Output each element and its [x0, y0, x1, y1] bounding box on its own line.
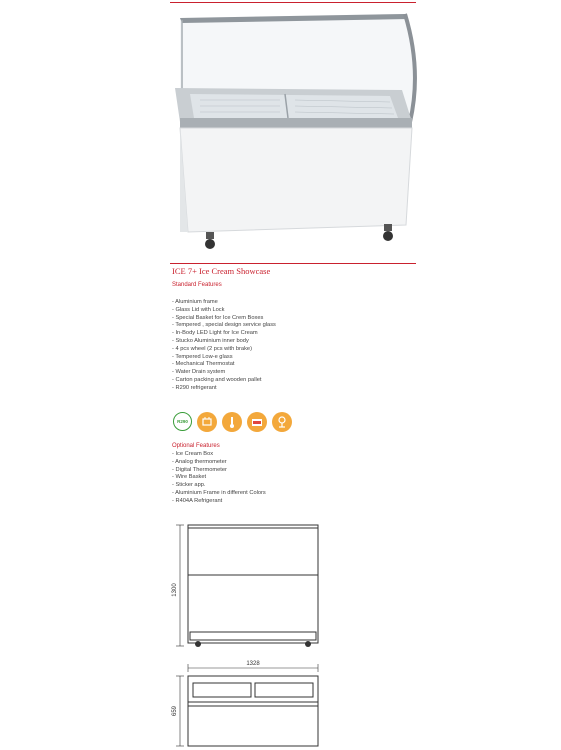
top-divider [170, 2, 416, 3]
width-dimension: 1328 [246, 661, 260, 667]
standard-feature-item: - R290 refrigerant [172, 384, 217, 391]
product-title: ICE 7+ Ice Cream Showcase [172, 266, 271, 276]
standard-feature-item: - Mechanical Thermostat [172, 361, 235, 368]
standard-feature-item: - Tempered Low-e glass [172, 353, 233, 360]
front-wheel-right [305, 641, 311, 647]
standard-feature-item: - Water Drain system [172, 369, 226, 376]
standard-feature-item: - Special Basket for Ice Crem Boxes [172, 314, 264, 321]
optional-features-list [172, 451, 266, 506]
optional-feature-item: - Sticker app. [172, 482, 206, 489]
r290-refrigerant-icon: R290 [173, 412, 192, 431]
top-view [188, 676, 318, 746]
height-dimension: 1300 [172, 583, 178, 597]
front-view [188, 525, 318, 643]
optional-feature-item: - Aluminium Frame in different Colors [172, 489, 266, 496]
product-photo [170, 10, 420, 253]
feature-icons [173, 412, 292, 432]
led-light-icon [197, 412, 217, 432]
standard-feature-item: - Stucko Aluminium inner body [172, 337, 249, 344]
thermostat-icon [222, 412, 242, 432]
standard-feature-item: - Tempered , special design service glass [172, 322, 276, 329]
standard-features-heading: Standard Features [172, 282, 222, 288]
standard-feature-item: - Carton packing and wooden pallet [172, 376, 262, 383]
standard-features-list [172, 299, 276, 393]
optional-features-heading: Optional Features [172, 443, 220, 449]
optional-feature-item: - Ice Cream Box [172, 451, 214, 457]
standard-feature-item: - In-Body LED Light for Ice Cream [172, 330, 258, 337]
basket-icon [247, 412, 267, 432]
optional-feature-item: - Digital Thermometer [172, 466, 227, 473]
standard-feature-item: - Glass Lid with Lock [172, 306, 225, 313]
optional-feature-item: - R404A Refrigerant [172, 497, 223, 504]
technical-drawing [160, 520, 340, 750]
optional-feature-item: - Wire Basket [172, 474, 207, 481]
optional-feature-item: - Analog thermometer [172, 458, 227, 465]
title-divider [170, 263, 416, 264]
depth-dimension: 659 [172, 705, 178, 717]
standard-feature-item: - 4 pcs wheel (2 pcs with brake) [172, 345, 252, 352]
standard-feature-item: - Aluminium frame [172, 299, 218, 305]
front-wheel-left [195, 641, 201, 647]
wheel-icon [272, 412, 292, 432]
